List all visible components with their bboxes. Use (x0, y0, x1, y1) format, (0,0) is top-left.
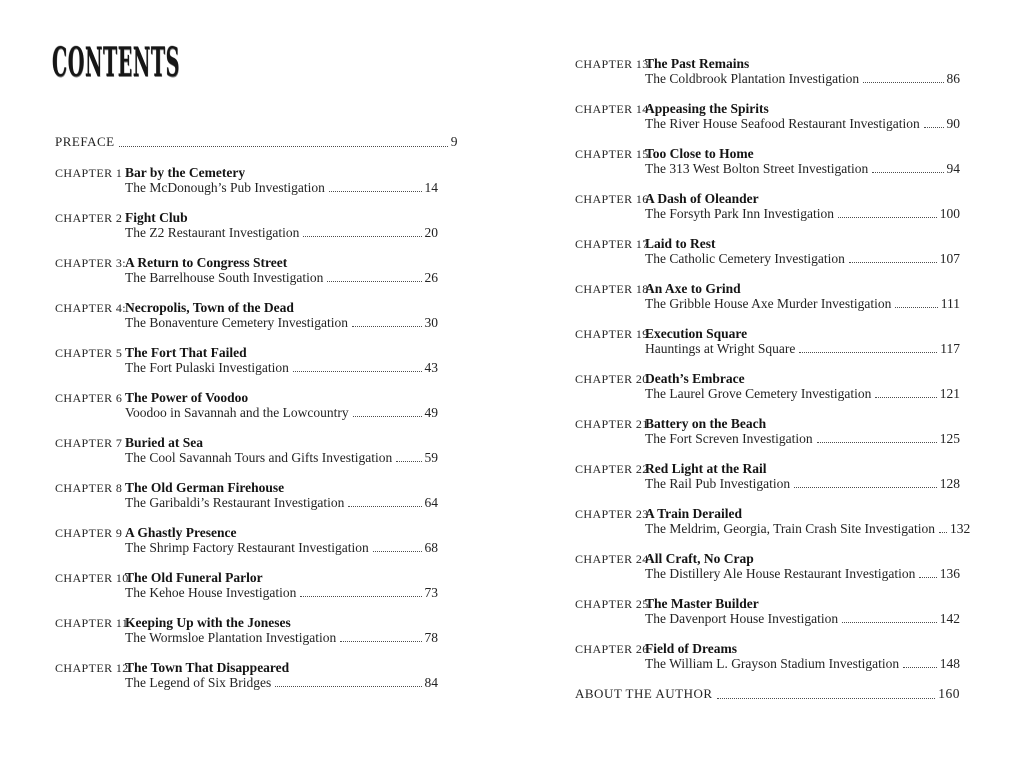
chapter-subtitle-row (125, 450, 438, 465)
entry-body (125, 300, 438, 330)
chapter-title: Death’s Embrace (645, 371, 745, 386)
chapter-subtitle: The Davenport House Investigation (645, 611, 839, 626)
chapter-label: CHAPTER 9 (55, 526, 123, 540)
entry-body (125, 165, 438, 195)
chapter-title: The Power of Voodoo (125, 390, 249, 405)
toc-entry (575, 326, 960, 356)
chapter-label: CHAPTER 21 (575, 417, 649, 431)
chapter-subtitle: The River House Seafood Restaurant Investigation (645, 116, 920, 131)
chapter-label: CHAPTER 16 (575, 192, 649, 206)
leader-dots (396, 461, 421, 462)
page-number: 121 (939, 386, 960, 401)
chapter-subtitle-row (645, 161, 960, 176)
page-number: 84 (424, 675, 438, 690)
chapter-title: Bar by the Cemetery (125, 165, 246, 180)
toc-column-right (575, 56, 971, 701)
chapter-subtitle: The McDonough’s Pub Investigation (125, 180, 325, 195)
toc-entry (575, 191, 960, 221)
toc-entry (575, 281, 960, 311)
entry-body (125, 210, 438, 240)
chapter-label: CHAPTER 23 (575, 507, 649, 521)
chapter-subtitle-row (645, 116, 960, 131)
leader-dots (903, 667, 937, 668)
chapter-subtitle: The Forsyth Park Inn Investigation (645, 206, 834, 221)
chapter-title: Fight Club (125, 210, 188, 225)
leader-dots (872, 172, 943, 173)
entry-body (125, 390, 438, 420)
leader-dots (849, 262, 937, 263)
page-number: 68 (424, 540, 438, 555)
toc-entry (575, 56, 960, 86)
chapter-title: The Old Funeral Parlor (125, 570, 263, 585)
chapter-subtitle: The Garibaldi’s Restaurant Investigation (125, 495, 345, 510)
chapter-subtitle: The Distillery Ale House Restaurant Investigation (645, 566, 916, 581)
leader-dots (352, 326, 421, 327)
chapter-label: CHAPTER 15 (575, 147, 649, 161)
page-number: 90 (946, 116, 960, 131)
entry-body (645, 101, 960, 131)
chapter-subtitle-row (125, 495, 438, 510)
chapter-subtitle: The Fort Screven Investigation (645, 431, 813, 446)
entry-body (645, 56, 960, 86)
chapter-title: Necropolis, Town of the Dead (125, 300, 294, 315)
chapter-subtitle-row (125, 630, 438, 645)
chapter-subtitle: The Cool Savannah Tours and Gifts Investigation (125, 450, 393, 465)
page-number: 73 (424, 585, 438, 600)
page-number: 30 (424, 315, 438, 330)
leader-dots (817, 442, 937, 443)
entry-body (645, 326, 960, 356)
toc-entry (575, 506, 971, 536)
chapter-title: A Train Derailed (645, 506, 742, 521)
chapter-title: Keeping Up with the Joneses (125, 615, 291, 630)
toc-entry (55, 435, 438, 465)
page-number: 49 (424, 405, 438, 420)
chapter-subtitle: The Catholic Cemetery Investigation (645, 251, 845, 266)
page-number: 132 (949, 521, 971, 536)
chapter-title: All Craft, No Crap (645, 551, 754, 566)
page-number: 125 (939, 431, 960, 446)
toc-entry (55, 390, 438, 420)
toc-entry (55, 345, 438, 375)
about-the-author-entry (575, 686, 960, 701)
chapter-title: Too Close to Home (645, 146, 754, 161)
toc-entries-right (575, 56, 971, 671)
chapter-subtitle: The Legend of Six Bridges (125, 675, 272, 690)
entry-body (645, 146, 960, 176)
chapter-label: CHAPTER 8 (55, 481, 123, 495)
chapter-subtitle-row (645, 431, 960, 446)
page-number: 94 (946, 161, 960, 176)
chapter-label: CHAPTER 14 (575, 102, 649, 116)
leader-dots (373, 551, 422, 552)
chapter-subtitle-row (645, 611, 960, 626)
chapter-subtitle-row (125, 180, 438, 195)
leader-dots (924, 127, 944, 128)
leader-dots (353, 416, 422, 417)
page-number: 86 (946, 71, 960, 86)
chapter-title: The Master Builder (645, 596, 759, 611)
chapter-subtitle-row (645, 386, 960, 401)
chapter-label: CHAPTER 10 (55, 571, 129, 585)
entry-body (125, 345, 438, 375)
chapter-label: CHAPTER 2 (55, 211, 123, 225)
chapter-subtitle: The Bonaventure Cemetery Investigation (125, 315, 349, 330)
chapter-label: CHAPTER 24 (575, 552, 649, 566)
toc-column-left (55, 134, 458, 705)
chapter-subtitle-row (645, 296, 960, 311)
toc-entry (575, 596, 960, 626)
chapter-subtitle: The Kehoe House Investigation (125, 585, 297, 600)
preface-entry (55, 134, 458, 149)
entry-body (645, 416, 960, 446)
chapter-title: Red Light at the Rail (645, 461, 767, 476)
chapter-subtitle: The Fort Pulaski Investigation (125, 360, 289, 375)
chapter-subtitle-row (645, 341, 960, 356)
chapter-subtitle: The Laurel Grove Cemetery Investigation (645, 386, 872, 401)
entry-body (645, 236, 960, 266)
about-page-number: 160 (938, 686, 960, 701)
toc-entry (55, 615, 438, 645)
toc-entry (575, 101, 960, 131)
chapter-label: CHAPTER 22 (575, 462, 649, 476)
leader-dots (717, 698, 936, 699)
toc-entry (575, 551, 960, 581)
chapter-subtitle-row (645, 71, 960, 86)
chapter-label: CHAPTER 4: (55, 301, 127, 315)
page-number: 136 (939, 566, 960, 581)
chapter-label: CHAPTER 26 (575, 642, 649, 656)
chapter-subtitle-row (125, 540, 438, 555)
chapter-title: Execution Square (645, 326, 748, 341)
leader-dots (327, 281, 421, 282)
preface-label: PREFACE (55, 134, 115, 149)
entry-body (645, 641, 960, 671)
chapter-subtitle-row (125, 585, 438, 600)
leader-dots (293, 371, 422, 372)
chapter-label: CHAPTER 17 (575, 237, 649, 251)
leader-dots (799, 352, 937, 353)
chapter-title: The Old German Firehouse (125, 480, 285, 495)
chapter-subtitle-row (645, 521, 971, 536)
chapter-label: CHAPTER 6 (55, 391, 123, 405)
chapter-subtitle-row (125, 675, 438, 690)
page-number: 100 (939, 206, 960, 221)
entry-body (645, 596, 960, 626)
page-number: 64 (424, 495, 438, 510)
page-number: 111 (940, 296, 960, 311)
page-number: 14 (424, 180, 438, 195)
leader-dots (340, 641, 421, 642)
leader-dots (838, 217, 937, 218)
toc-entry (575, 236, 960, 266)
chapter-subtitle-row (125, 270, 438, 285)
page-number: 26 (424, 270, 438, 285)
leader-dots (275, 686, 421, 687)
toc-entry (55, 480, 438, 510)
entry-body (645, 371, 960, 401)
preface-page-number: 9 (450, 134, 458, 149)
chapter-label: CHAPTER 1 (55, 166, 123, 180)
toc-entry (575, 416, 960, 446)
chapter-label: CHAPTER 11 (55, 616, 129, 630)
chapter-subtitle-row (645, 251, 960, 266)
chapter-label: CHAPTER 13 (575, 57, 649, 71)
chapter-subtitle: The Meldrim, Georgia, Train Crash Site Investigation (645, 521, 935, 536)
chapter-label: CHAPTER 20 (575, 372, 649, 386)
leader-dots (794, 487, 937, 488)
chapter-title: An Axe to Grind (645, 281, 741, 296)
chapter-subtitle-row (645, 476, 960, 491)
chapter-title: The Past Remains (645, 56, 750, 71)
toc-entry (575, 371, 960, 401)
toc-entry (55, 300, 438, 330)
toc-entry (55, 210, 438, 240)
chapter-subtitle: The Z2 Restaurant Investigation (125, 225, 300, 240)
chapter-title: Appeasing the Spirits (645, 101, 769, 116)
chapter-subtitle: The Coldbrook Plantation Investigation (645, 71, 860, 86)
chapter-title: The Town That Disappeared (125, 660, 290, 675)
page-number: 78 (424, 630, 438, 645)
leader-dots (348, 506, 421, 507)
chapter-label: CHAPTER 3: (55, 256, 127, 270)
chapter-title: A Return to Congress Street (125, 255, 288, 270)
entry-body (125, 615, 438, 645)
chapter-title: Battery on the Beach (645, 416, 767, 431)
page-number: 59 (424, 450, 438, 465)
entry-body (645, 506, 971, 536)
page-number: 142 (939, 611, 960, 626)
chapter-subtitle: The Barrelhouse South Investigation (125, 270, 324, 285)
chapter-subtitle: Voodoo in Savannah and the Lowcountry (125, 405, 349, 420)
leader-dots (329, 191, 422, 192)
page-title: CONTENTS (52, 39, 181, 86)
leader-dots (895, 307, 937, 308)
chapter-label: CHAPTER 19 (575, 327, 649, 341)
chapter-label: CHAPTER 7 (55, 436, 123, 450)
page-number: 148 (939, 656, 960, 671)
chapter-subtitle-row (645, 206, 960, 221)
page-number: 107 (939, 251, 960, 266)
chapter-title: The Fort That Failed (125, 345, 247, 360)
chapter-subtitle-row (125, 315, 438, 330)
leader-dots (842, 622, 937, 623)
toc-entry (55, 165, 438, 195)
entry-body (125, 570, 438, 600)
chapter-subtitle: The 313 West Bolton Street Investigation (645, 161, 869, 176)
toc-entry (575, 461, 960, 491)
chapter-subtitle: The William L. Grayson Stadium Investigation (645, 656, 900, 671)
toc-entries-left (55, 165, 438, 690)
leader-dots (875, 397, 936, 398)
chapter-subtitle-row (645, 656, 960, 671)
entry-body (645, 551, 960, 581)
chapter-label: CHAPTER 25 (575, 597, 649, 611)
chapter-subtitle-row (125, 225, 438, 240)
leader-dots (939, 532, 947, 533)
chapter-title: A Dash of Oleander (645, 191, 759, 206)
page-number: 117 (940, 341, 960, 356)
toc-entry (55, 255, 438, 285)
entry-body (125, 435, 438, 465)
entry-body (125, 525, 438, 555)
leader-dots (863, 82, 943, 83)
chapter-subtitle-row (125, 405, 438, 420)
chapter-label: CHAPTER 12 (55, 661, 129, 675)
toc-entry (55, 525, 438, 555)
chapter-subtitle: The Shrimp Factory Restaurant Investigation (125, 540, 369, 555)
chapter-title: Buried at Sea (125, 435, 204, 450)
chapter-subtitle: Hauntings at Wright Square (645, 341, 796, 356)
page-number: 128 (939, 476, 960, 491)
leader-dots (300, 596, 421, 597)
toc-entry (55, 660, 438, 690)
toc-entry (55, 570, 438, 600)
leader-dots (119, 146, 448, 147)
chapter-title: Laid to Rest (645, 236, 716, 251)
entry-body (125, 255, 438, 285)
chapter-subtitle-row (645, 566, 960, 581)
chapter-subtitle: The Rail Pub Investigation (645, 476, 791, 491)
about-label: ABOUT THE AUTHOR (575, 686, 713, 701)
toc-entry (575, 146, 960, 176)
toc-entry (575, 641, 960, 671)
entry-body (125, 480, 438, 510)
entry-body (645, 281, 960, 311)
leader-dots (303, 236, 421, 237)
chapter-label: CHAPTER 5 (55, 346, 123, 360)
entry-body (645, 461, 960, 491)
chapter-subtitle: The Wormsloe Plantation Investigation (125, 630, 337, 645)
chapter-label: CHAPTER 18 (575, 282, 649, 296)
entry-body (645, 191, 960, 221)
page-number: 20 (424, 225, 438, 240)
chapter-subtitle: The Gribble House Axe Murder Investigation (645, 296, 892, 311)
leader-dots (919, 577, 936, 578)
chapter-title: Field of Dreams (645, 641, 737, 656)
chapter-title: A Ghastly Presence (125, 525, 237, 540)
entry-body (125, 660, 438, 690)
chapter-subtitle-row (125, 360, 438, 375)
page-number: 43 (424, 360, 438, 375)
